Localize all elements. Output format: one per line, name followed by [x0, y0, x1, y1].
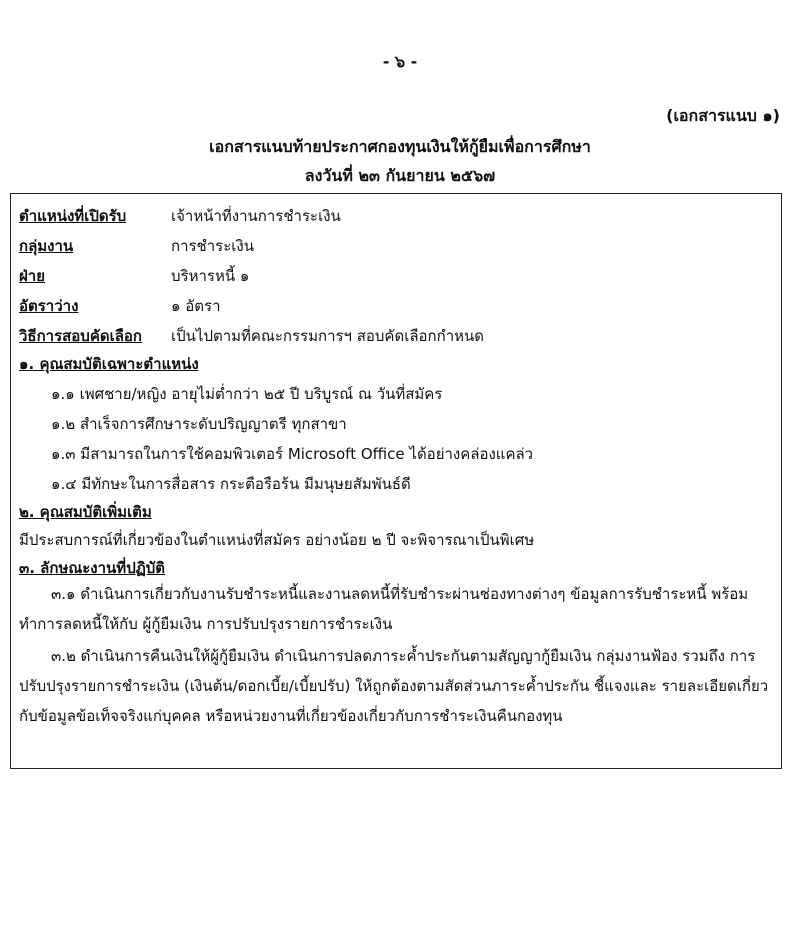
section-1-title: ๑. คุณสมบัติเฉพาะตำแหน่ง	[19, 355, 199, 373]
info-value: เป็นไปตามที่คณะกรรมการฯ สอบคัดเลือกกำหนด	[171, 327, 485, 345]
info-label: กลุ่มงาน	[19, 237, 74, 255]
info-label: อัตราว่าง	[19, 297, 79, 315]
info-label: วิธีการสอบคัดเลือก	[19, 327, 143, 345]
attachment-label: (เอกสารแนบ ๑)	[666, 106, 780, 125]
info-label: ตำแหน่งที่เปิดรับ	[19, 207, 127, 225]
section-3-title: ๓. ลักษณะงานที่ปฏิบัติ	[19, 559, 166, 577]
duty-paragraph-1: ๓.๑ ดำเนินการเกี่ยวกับงานรับชำระหนี้และงานลดหนี้ที่รับชำระผ่านช่องทางต่างๆ ข้อมูลการรับชำระหนี้ พร้อมทำการลดหนี้ให้กับ ผู้กู้ยืมเงิน การปรับปรุงรายการชำระเงิน	[19, 585, 749, 633]
document-title: เอกสารแนบท้ายประกาศกองทุนเงินให้กู้ยืมเพื่อการศึกษา	[209, 137, 591, 156]
info-label: ฝ่าย	[19, 267, 46, 285]
page-number: - ๖ -	[382, 52, 418, 71]
info-value: ๑ อัตรา	[171, 297, 221, 315]
info-value: การชำระเงิน	[171, 237, 254, 255]
info-value: บริหารหนี้ ๑	[171, 267, 250, 285]
section-2-title: ๒. คุณสมบัติเพิ่มเติม	[19, 503, 152, 521]
qualification-item: ๑.๓ มีสามารถในการใช้คอมพิวเตอร์ Microsoft Office ได้อย่างคล่องแคล่ว	[51, 445, 534, 463]
qualification-item: ๑.๔ มีทักษะในการสื่อสาร กระตือรือร้น มีมนุษยสัมพันธ์ดี	[51, 475, 411, 493]
info-value: เจ้าหน้าที่งานการชำระเงิน	[171, 207, 341, 225]
content-box	[10, 193, 782, 769]
duty-paragraph-2: ๓.๒ ดำเนินการคืนเงินให้ผู้กู้ยืมเงิน ดำเนินการปลดภาระค้ำประกันตามสัญญากู้ยืมเงิน กลุ่มงานฟ้อง รวมถึง การปรับปรุงรายการชำระเงิน (เงินต้น/ดอกเบี้ย/เบี้ยปรับ) ให้ถูกต้องตามสัดส่วนภาระค้ำประกัน ชี้แจงและ รายละเอียดเกี่ยวกับข้อมูลข้อเท็จจริงแก่บุคคล หรือหน่วยงานที่เกี่ยวข้องเกี่ยวกับการชำระเงินคืนกองทุน	[19, 647, 769, 725]
document-date: ลงวันที่ ๒๓ กันยายน ๒๕๖๗	[304, 166, 496, 185]
qualification-item: ๑.๑ เพศชาย/หญิง อายุไม่ต่ำกว่า ๒๕ ปี บริบูรณ์ ณ วันที่สมัคร	[51, 385, 443, 403]
section-2-text: มีประสบการณ์ที่เกี่ยวข้องในตำแหน่งที่สมัคร อย่างน้อย ๒ ปี จะพิจารณาเป็นพิเศษ	[19, 531, 535, 549]
qualification-item: ๑.๒ สำเร็จการศึกษาระดับปริญญาตรี ทุกสาขา	[51, 415, 347, 433]
